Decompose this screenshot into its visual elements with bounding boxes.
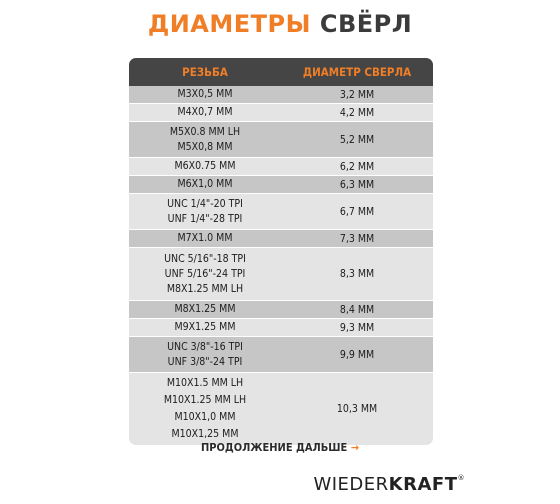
title-part-2: СВЁРЛ [319, 10, 413, 38]
drill-cell: 9,9 MM [339, 348, 375, 361]
thread-value: M7X1.0 MM [177, 232, 233, 244]
thread-cell [129, 375, 281, 443]
drill-cell: 3,2 MM [339, 88, 375, 101]
thread-cell [129, 302, 281, 317]
table-row [129, 175, 433, 193]
registered-mark: ® [457, 474, 465, 482]
drill-cell: 6,7 MM [339, 205, 375, 218]
drill-size-table [129, 58, 433, 445]
header-drill-diameter: ДИАМЕТР СВЕРЛА [302, 65, 412, 79]
brand-part-1: WIEDER [313, 474, 389, 495]
table-row [129, 229, 433, 247]
thread-value: UNF 5/16"-24 TPI [164, 267, 246, 280]
brand-part-2: KRAFT [388, 474, 458, 495]
thread-value: M4X0,7 MM [177, 106, 233, 118]
table-row [129, 247, 433, 300]
thread-value: M5X0,8 MM [177, 140, 233, 153]
table-row [129, 86, 433, 103]
thread-value: M10X1.5 MM LH [166, 377, 244, 389]
drill-cell: 6,2 MM [339, 160, 375, 173]
title-part-1: ДИАМЕТРЫ [147, 10, 311, 38]
thread-value: M6X1,0 MM [177, 178, 233, 190]
table-row [129, 300, 433, 318]
continue-note [0, 441, 560, 454]
thread-value: M10X1.25 MM LH [163, 394, 247, 406]
thread-cell [129, 159, 281, 174]
table-row [129, 193, 433, 229]
drill-cell: 8,4 MM [339, 303, 375, 316]
thread-cell [129, 125, 281, 155]
thread-value: M8X1.25 MM LH [166, 282, 244, 295]
thread-cell [129, 197, 281, 227]
table-row [129, 103, 433, 121]
drill-cell: 8,3 MM [339, 268, 375, 280]
thread-value: UNC 3/8"-16 TPI [167, 340, 243, 353]
thread-value: M9X1.25 MM [174, 321, 236, 333]
continue-text: ПРОДОЛЖЕНИЕ ДАЛЬШЕ [200, 441, 348, 454]
thread-cell [129, 177, 281, 192]
thread-value: UNF 3/8"-24 TPI [167, 355, 243, 368]
thread-cell [129, 87, 281, 102]
thread-value: M6X0.75 MM [174, 160, 236, 172]
thread-cell [129, 252, 281, 297]
thread-value: M5X0.8 MM LH [169, 125, 241, 138]
arrow-right-icon: → [350, 441, 359, 454]
table-row [129, 336, 433, 372]
drill-cell: 9,3 MM [339, 321, 375, 334]
thread-value: UNF 1/4"-28 TPI [167, 212, 243, 225]
thread-value: UNC 5/16"-18 TPI [164, 252, 246, 265]
thread-value: M10X1,0 MM [174, 411, 236, 423]
drill-cell: 5,2 MM [339, 133, 375, 146]
table-row [129, 157, 433, 175]
thread-cell [129, 320, 281, 335]
header-thread: РЕЗЬБА [182, 65, 228, 79]
table-row [129, 318, 433, 336]
thread-value: M3X0,5 MM [177, 88, 233, 100]
table-body [129, 86, 433, 445]
thread-cell [129, 340, 281, 370]
thread-value: M8X1.25 MM [174, 303, 236, 315]
page-title [0, 10, 560, 38]
table-header [129, 58, 433, 86]
drill-cell: 6,3 MM [339, 178, 375, 191]
table-row [129, 121, 433, 157]
drill-cell: 10,3 MM [336, 403, 378, 415]
thread-cell [129, 231, 281, 246]
thread-value: M10X1,25 MM [171, 428, 239, 440]
thread-cell [129, 105, 281, 120]
brand-logo [313, 474, 465, 495]
drill-cell: 4,2 MM [339, 106, 375, 119]
drill-cell: 7,3 MM [339, 232, 375, 245]
table-row [129, 372, 433, 445]
thread-value: UNC 1/4"-20 TPI [167, 197, 243, 210]
